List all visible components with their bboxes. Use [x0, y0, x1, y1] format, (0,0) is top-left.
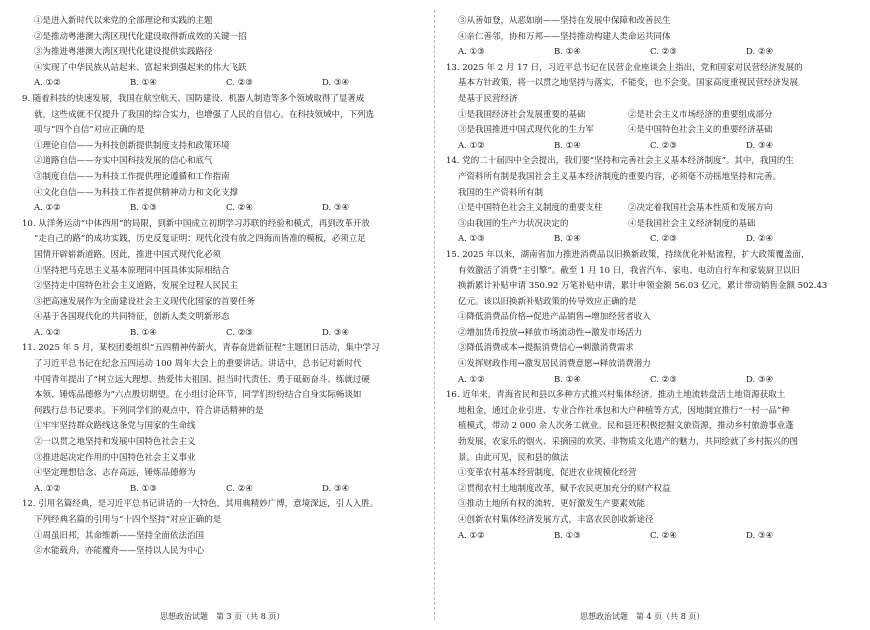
- answer-choices: [22, 482, 420, 498]
- statement-option: ①是进入新时代以来党的全部理论和实践的主题: [34, 16, 213, 26]
- question-text: 下列经典名篇的引用与“十四个坚持”对应正确的是: [34, 515, 222, 525]
- answer-option: C. ②④: [650, 530, 677, 541]
- statement-option: ③降低消费成本→提振消费信心→刺激消费需求: [458, 343, 634, 354]
- answer-option: D. ②④: [746, 234, 774, 245]
- statement-option: ④坚定理想信念、志存高远，锤炼品德修为: [34, 468, 196, 479]
- answer-option: D. ③④: [322, 483, 350, 494]
- question-text: 勃发展，农家乐的烟火、采摘园的欢笑、非物质文化遗产的魅力，共同绘就了乡村振兴的图: [458, 437, 799, 448]
- statement-option: ②增加货币投放→释放市场流动性→激发市场活力: [458, 327, 643, 338]
- question-stem: 15. 2025 年以来，湖南省加力推进消费品以旧换新政策，持续优化补贴流程，扩大政策覆盖面，: [446, 249, 810, 260]
- answer-option: B. ①③: [554, 530, 581, 541]
- question-text: 何践行总书记要求。下列同学们的观点中，符合讲话精神的是: [34, 405, 264, 416]
- answer-option: D. ③④: [746, 374, 774, 385]
- statement-option: ④发挥财政作用→激发居民消费意愿→释放消费潜力: [458, 359, 651, 370]
- answer-option: C. ②③: [226, 78, 253, 89]
- question-stem: 16. 近年来，青海省民和县以多种方式推兴村集体经济。推动土地流转盘活土地资源获取土: [446, 390, 786, 401]
- statement-option: ①坚持把马克思主义基本原理同中国具体实际相结合: [34, 265, 230, 276]
- answer-option: A. ①②: [458, 530, 485, 541]
- answer-option: C. ②③: [650, 140, 677, 151]
- answer-option: B. ①④: [130, 327, 157, 338]
- answer-option: C. ②③: [226, 327, 253, 338]
- statement-option: ③推进起决定作用的中国特色社会主义事业: [34, 452, 196, 463]
- statement-option: ①周虽旧邦，其命维新——坚持全面依法治国: [34, 530, 205, 541]
- statement-option: ①变革农村基本经营制度，促进农业规模化经营: [458, 468, 637, 479]
- question-text: 产资料所有制是我国社会主义基本经济制度的重要内容，必须毫不动摇地坚持和完善。: [458, 171, 782, 182]
- statement-option: ④亲仁善邻，协和万邦——坚持推动构建人类命运共同体: [458, 31, 671, 42]
- statement-option: ①牢牢坚持群众路线这条党与国家的生命线: [34, 421, 196, 432]
- answer-option: B. ①③: [130, 203, 157, 214]
- statement-option: ②是推动粤港澳大湾区现代化建设取得新成效的关键一招: [34, 31, 247, 42]
- answer-option: B. ①③: [130, 483, 157, 494]
- answer-option: A. ①②: [458, 374, 485, 385]
- statement-option: ③为推进粤港澳大湾区现代化建设提供实践路径: [34, 47, 213, 58]
- answer-option: A. ①②: [34, 327, 61, 338]
- question-text: 中国青年提出了“树立远大理想、热爱伟大祖国、担当时代责任、勇于砥砺奋斗、练就过硬: [34, 374, 370, 385]
- statement-option: ②道路自信——夯实中国科技发展的信心和底气: [34, 156, 213, 167]
- question-text: 就，这些成就不仅提升了我国的综合实力，也增强了人民的自信心。在科技领域中，下列选: [34, 109, 375, 120]
- answer-option: A. ①③: [458, 47, 485, 58]
- answer-choices: [22, 76, 420, 92]
- answer-option: D. ②④: [746, 47, 774, 58]
- left-column: [22, 14, 420, 560]
- question-text: 项与“四个自信”对应正确的是: [34, 125, 145, 136]
- answer-option: C. ②④: [226, 483, 253, 494]
- answer-option: D. ③④: [746, 530, 774, 541]
- column-divider: [434, 10, 435, 620]
- answer-choices: [446, 232, 844, 248]
- question-stem: 10. 从洋务运动“中体西用”的局限，到新中国成立初期学习苏联的经验和模式，再到改革开放: [22, 218, 370, 229]
- answer-option: D. ③④: [322, 203, 350, 214]
- question-stem: 12. 引用名篇经典，是习近平总书记讲话的一大特色，其用典精妙广博，意境深远，引人入胜。: [22, 499, 379, 510]
- statement-option: ②一以贯之地坚持和发展中国特色社会主义: [34, 437, 196, 448]
- answer-option: B. ①④: [554, 140, 581, 151]
- answer-choices: [22, 326, 420, 342]
- answer-choices: [446, 139, 844, 155]
- page-footer-left: 思想政治试题 第 3 页（共 8 页）: [160, 612, 285, 621]
- answer-option: C. ②④: [226, 203, 253, 214]
- question-text: 植模式，带动 2 000 余人次务工就业。民和县还积极挖掘文旅资源，推动乡村旅游事业蓬: [458, 421, 794, 432]
- answer-option: C. ②③: [650, 234, 677, 245]
- answer-option: A. ①②: [34, 203, 61, 214]
- statement-option: ②水能载舟，亦能覆舟——坚持以人民为中心: [34, 546, 205, 557]
- answer-option: A. ①②: [34, 483, 61, 494]
- statement-option: ④文化自信——为科技工作者提供精神动力和文化支撑: [34, 187, 239, 198]
- statement-option: ③推动土地所有权的流转，更好激发生产要素效能: [458, 499, 646, 510]
- question-stem: 13. 2025 年 2 月 17 日，习近平总书记在民营企业座谈会上指出，党和国家对民营经济发展的: [446, 62, 803, 73]
- statement-option: ③制度自信——为科技工作提供理论遵循和工作指南: [34, 171, 230, 182]
- answer-option: B. ①④: [130, 78, 157, 89]
- statement-option: ③由我国的生产力状况决定的 ④是我国社会主义经济制度的基础: [458, 218, 756, 229]
- statement-option: ④基于各国现代化的共同特征，创新人类文明新形态: [34, 312, 230, 323]
- answer-option: B. ①④: [554, 234, 581, 245]
- question-text: 地租金，通过企业引进、专业合作社承包和大户种植等方式，因地制宜推行“一村一品”种: [458, 405, 790, 416]
- question-text: 基本方针政策，将一以贯之地坚持与落实，不能变，也不会变。国家高度重视民营经济发展: [458, 78, 799, 89]
- question-text: 我国的生产资料所有制: [458, 187, 544, 198]
- answer-option: C. ②③: [650, 47, 677, 58]
- answer-option: C. ②③: [650, 374, 677, 385]
- statement-option: ④创新农村集体经济发展方式，丰富农民创收新途径: [458, 515, 654, 525]
- right-column: [446, 14, 844, 544]
- answer-choices: [446, 529, 844, 545]
- answer-option: A. ①③: [458, 234, 485, 245]
- question-text: 本领、锤炼品德修为”六点殷切期望。在小组讨论环节，同学们纷纷结合自身实际畅谈如: [34, 390, 362, 401]
- statement-option: ③是我国推进中国式现代化的生力军 ④是中国特色社会主义的重要经济基础: [458, 125, 773, 136]
- question-stem: 11. 2025 年 5 月，某校团委组织“五四精神传薪火，青春奋进新征程”主题团日活动，集中学习: [22, 343, 380, 354]
- statement-option: ②坚持走中国特色社会主义道路，发展全过程人民民主: [34, 281, 239, 292]
- question-text: 了习近平总书记在纪念五四运动 100 周年大会上的重要讲话。讲话中，总书记对新时代: [34, 359, 362, 370]
- statement-option: ④实现了中华民族从站起来、富起来到强起来的伟大飞跃: [34, 62, 247, 73]
- answer-option: A. ①②: [34, 78, 61, 89]
- answer-option: B. ①④: [554, 374, 581, 385]
- statement-option: ①是我国经济社会发展重要的基础 ②是社会主义市场经济的重要组成部分: [458, 109, 773, 120]
- answer-option: A. ①②: [458, 140, 485, 151]
- question-text: “走自己的路”的成功实践，历史反复证明：现代化没有放之四海而皆准的模板，必须立足: [34, 234, 366, 245]
- answer-choices: [446, 45, 844, 61]
- question-text: 亿元。该以旧换新补贴政策的传导效应正确的是: [458, 296, 637, 307]
- statement-option: ①是中国特色社会主义制度的重要支柱 ②决定着我国社会基本性质和发展方向: [458, 203, 773, 214]
- answer-choices: [446, 373, 844, 389]
- statement-option: ③把高速发展作为全面建设社会主义现代化国家的首要任务: [34, 296, 256, 307]
- question-text: 是基于民营经济: [458, 93, 518, 104]
- statement-option: ③从善如登，从恶如崩——坚持在发展中保障和改善民生: [458, 16, 671, 26]
- answer-option: D. ③④: [322, 78, 350, 89]
- answer-option: D. ③④: [746, 140, 774, 151]
- question-text: 国情开辟崭新道路。因此，推进中国式现代化必须: [34, 249, 222, 260]
- question-stem: 14. 党的二十届四中全会提出，我们要“坚持和完善社会主义基本经济制度”。其中，我国的生: [446, 156, 794, 167]
- answer-choices: [22, 201, 420, 217]
- question-stem: 9. 随着科技的快速发展，我国在航空航天、国防建设、机器人制造等多个领域取得了显著成: [22, 93, 365, 104]
- statement-option: ①理论自信——为科技创新提供制度支持和政策环境: [34, 140, 230, 151]
- answer-option: B. ①④: [554, 47, 581, 58]
- answer-option: D. ③④: [322, 327, 350, 338]
- question-text: 换新累计补贴申请 350.92 万笔补贴申请，累计申领金额 56.03 亿元，累计带动销售金额 502.43: [458, 281, 828, 292]
- question-text: 景。由此可见，民和县的做法: [458, 452, 569, 463]
- question-text: 有效激活了消费“主引擎”。截至 1 月 10 日，我省汽车、家电、电动自行车和家装厨卫以旧: [458, 265, 800, 276]
- page-footer-right: 思想政治试题 第 4 页（共 8 页）: [580, 612, 705, 621]
- statement-option: ②贯彻农村土地制度改革，赋予农民更加充分的财产权益: [458, 483, 671, 494]
- statement-option: ①降低消费品价格→促进产品销售→增加经营者收入: [458, 312, 651, 323]
